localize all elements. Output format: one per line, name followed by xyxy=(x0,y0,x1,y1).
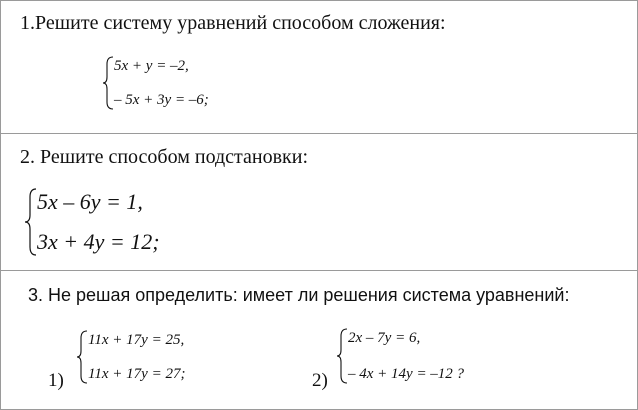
task-2-system xyxy=(24,188,160,256)
left-brace-icon xyxy=(336,328,348,384)
task-2-equation-1: 5x – 6y = 1, xyxy=(37,189,143,214)
task-1-title: 1.Решите систему уравнений способом сложения: xyxy=(20,12,446,34)
left-brace-icon xyxy=(24,188,37,256)
divider-2 xyxy=(0,270,638,271)
left-brace-icon xyxy=(76,330,88,384)
system-1-equation-2: 11x + 17y = 27; xyxy=(88,366,186,382)
task-2-title: 2. Решите способом подстановки: xyxy=(20,146,309,168)
task-1-equation-1: 5x + y = –2, xyxy=(114,58,189,74)
task-1-system xyxy=(102,56,209,110)
task-3-title: 3. Не решая определить: имеет ли решения система уравнений: xyxy=(28,285,570,305)
task-3-system-1 xyxy=(76,330,185,384)
left-brace-icon xyxy=(102,56,114,110)
task-1-equation-2: – 5x + 3y = –6; xyxy=(114,92,209,108)
system-2-equation-2: – 4x + 14y = –12 ? xyxy=(348,366,465,382)
top-divider xyxy=(0,0,638,1)
system-1-equation-1: 11x + 17y = 25, xyxy=(88,332,185,348)
task-2-equation-2: 3x + 4y = 12; xyxy=(37,229,160,254)
task-3-system-2 xyxy=(336,328,464,384)
system-2-label: 2) xyxy=(312,370,328,391)
system-2-equation-1: 2x – 7y = 6, xyxy=(348,330,421,346)
system-1-label: 1) xyxy=(48,370,64,391)
divider-1 xyxy=(0,133,638,134)
